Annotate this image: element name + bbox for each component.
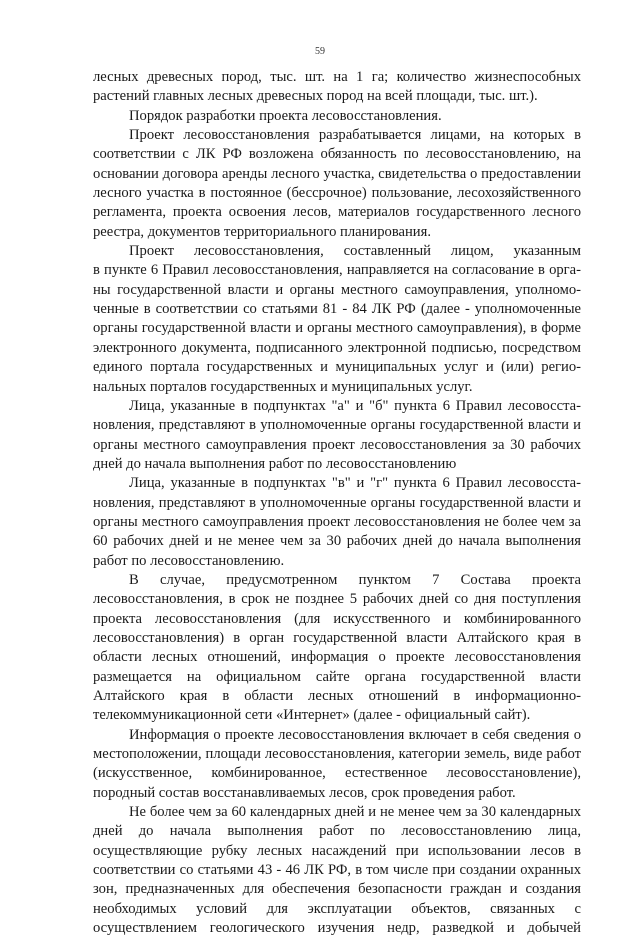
text-line: ны государственной власти и органы местного самоуправления, уполномо- xyxy=(93,281,581,298)
text-line: лесовосстановления) в орган государственной власти Алтайского края в xyxy=(93,629,581,646)
document-body xyxy=(93,68,581,938)
text-line: осуществлением геологического изучения недр, разведкой и добычей xyxy=(93,920,581,937)
text-line: размещается на официальном сайте органа государственной власти xyxy=(93,668,581,685)
text-line: единого портала государственных и муниципальных услуг и (или) регио- xyxy=(93,359,581,376)
text-line: проекта лесовосстановления (для искусственного и комбинированного xyxy=(93,610,581,627)
paragraph-first-line: Проект лесовосстановления, составленный лицом, указанным xyxy=(129,243,581,260)
text-line: регламента, проекта освоения лесов, материалов государственного лесного xyxy=(93,204,581,221)
text-line: дней до начала выполнения работ по лесовосстановлению лица, xyxy=(93,823,581,840)
text-line: электронного документа, подписанного электронной подписью, посредством xyxy=(93,339,581,356)
paragraph-first-line: В случае, предусмотренном пунктом 7 Состава проекта xyxy=(129,571,581,588)
text-line: дней до начала выполнения работ по лесовосстановлению xyxy=(93,455,457,472)
text-line: новления, представляют в уполномоченные органы государственной власти и xyxy=(93,417,581,434)
text-line: лесных древесных пород, тыс. шт. на 1 га; количество жизнеспособных xyxy=(93,69,581,85)
text-line: (искусственное, комбинированное, естественное лесовосстановление), xyxy=(93,765,581,782)
text-line: лесовосстановления, в срок не позднее 5 рабочих дней со дня поступления xyxy=(93,591,581,608)
paragraph-first-line: Порядок разработки проекта лесовосстановления. xyxy=(129,107,442,124)
paragraph-first-line: Информация о проекте лесовосстановления включает в себя сведения о xyxy=(129,726,581,743)
text-line: области лесных отношений, информация о проекте лесовосстановления xyxy=(93,649,581,666)
page-number: 59 xyxy=(315,46,325,57)
text-line: соответствии со статьями 43 - 46 ЛК РФ, в том числе при создании охранных xyxy=(93,862,581,879)
text-line: органы местного самоуправления проект лесовосстановления не более чем за xyxy=(93,513,581,530)
text-line: соответствии с ЛК РФ возложена обязанность по лесовосстановлению, на xyxy=(93,146,581,163)
text-line: органы местного самоуправления проект лесовосстановления за 30 рабочих xyxy=(93,436,581,453)
text-line: телекоммуникационной сети «Интернет» (далее - официальный сайт). xyxy=(93,707,531,724)
text-line: растений главных лесных древесных пород на всей площади, тыс. шт.). xyxy=(93,88,538,105)
text-line: Алтайского края в области лесных отношений в информационно- xyxy=(93,688,581,704)
text-line: осуществляющие рубку лесных насаждений при использовании лесов в xyxy=(93,842,581,859)
text-line: работ по лесовосстановлению. xyxy=(93,552,285,569)
text-line: местоположении, площади лесовосстановления, категории земель, виде работ xyxy=(93,746,581,763)
paragraph-first-line: Лица, указанные в подпунктах "в" и "г" пункта 6 Правил лесовосста- xyxy=(129,475,581,492)
text-line: лесного участка в постоянное (бессрочное) пользование, лесохозяйственного xyxy=(93,185,581,202)
text-line: породный состав восстанавливаемых лесов, срок проведения работ. xyxy=(93,784,516,801)
text-line: нальных порталов государственных и муниципальных услуг. xyxy=(93,378,473,395)
paragraph-first-line: Проект лесовосстановления разрабатывается лицами, на которых в xyxy=(129,127,581,144)
paragraph-first-line: Не более чем за 60 календарных дней и не менее чем за 30 календарных xyxy=(129,804,581,821)
text-line: ченные в соответствии со статьями 81 - 84 ЛК РФ (далее - уполномоченные xyxy=(93,301,581,318)
text-line: органы государственной власти и органы местного самоуправления), в форме xyxy=(93,320,581,337)
paragraph-first-line: Лица, указанные в подпунктах "а" и "б" пункта 6 Правил лесовосста- xyxy=(129,397,581,414)
text-line: основании договора аренды лесного участка, свидетельства о предоставлении xyxy=(93,165,581,182)
text-line: новления, представляют в уполномоченные органы государственной власти и xyxy=(93,494,581,511)
text-line: 60 рабочих дней и не менее чем за 30 рабочих дней до начала выполнения xyxy=(93,533,581,550)
text-line: необходимых условий для эксплуатации объектов, связанных с xyxy=(93,900,581,917)
text-line: в пункте 6 Правил лесовосстановления, направляется на согласование в орга- xyxy=(93,262,581,279)
text-line: зон, предназначенных для обеспечения безопасности граждан и создания xyxy=(93,881,581,898)
text-line: реестра, документов территориального планирования. xyxy=(93,223,431,240)
